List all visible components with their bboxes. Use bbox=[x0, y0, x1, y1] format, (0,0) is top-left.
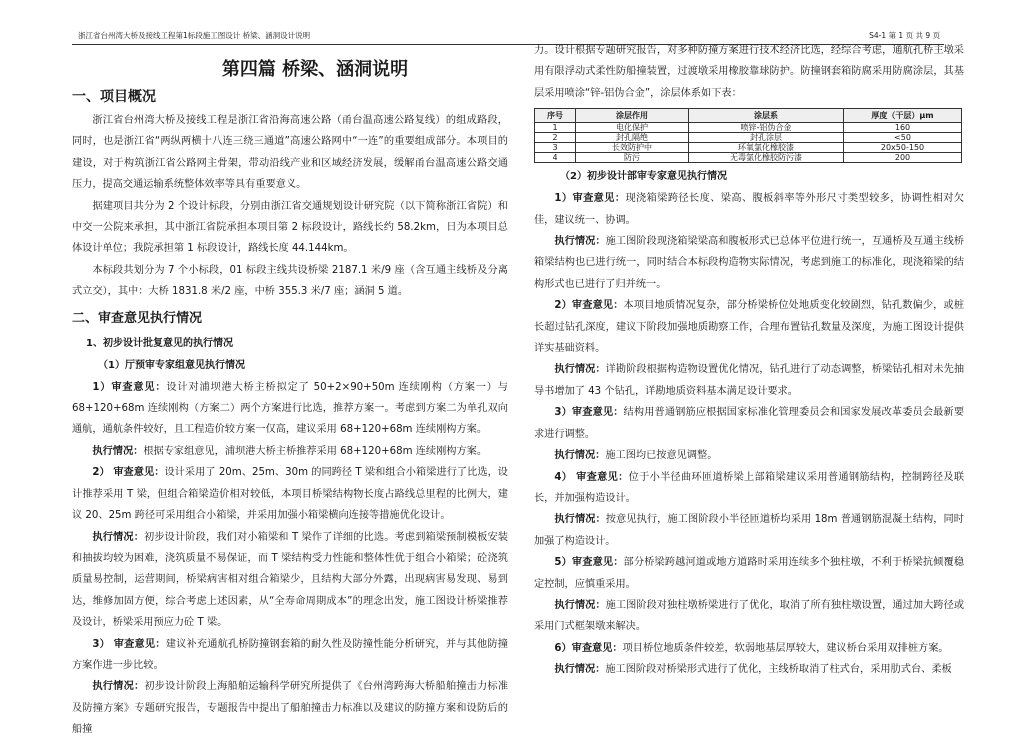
review-text: 位于小半径曲环匝道桥梁上部箱梁建议采用普通钢筋结构，控制跨径及联长，并加强构造设计。 bbox=[534, 471, 965, 504]
review-label: 6）审查意见： bbox=[554, 642, 623, 654]
review-label: 3） 审查意见： bbox=[92, 638, 166, 650]
execution-label: 执行情况： bbox=[554, 236, 606, 248]
review-text: 建议补充通航孔桥防撞钢套箱的耐久性及防撞性能分析研究，并与其他防撞方案作进一步比较。 bbox=[72, 638, 508, 671]
table-row bbox=[535, 153, 962, 163]
table-row bbox=[535, 143, 962, 153]
execution-item bbox=[534, 231, 964, 295]
review-text: 设计采用了 20m、25m、30m 的同跨径 T 梁和组合小箱梁进行了比选，设计推荐采用 T 梁，但组合箱梁造价相对较低，本项目桥梁结构物长度占路线总里程的比例大，建议 20、25m 跨径可采用组合小箱梁，并采用加强小箱梁横向连接等措施优化设计。 bbox=[72, 467, 508, 522]
table-cell: 防污 bbox=[576, 153, 689, 163]
execution-item bbox=[72, 441, 508, 462]
execution-text: 详勘阶段根据构造物设置优化情况，钻孔进行了动态调整，桥梁钻孔相对未先抽导书增加了 43 个钻孔，详勘地质资料基本满足设计要求。 bbox=[534, 364, 965, 397]
review-item bbox=[534, 188, 964, 231]
table-cell: 20x50-150 bbox=[844, 143, 962, 153]
table-cell: 封孔隔绝 bbox=[576, 133, 689, 143]
review-item bbox=[72, 377, 508, 441]
subheading: 1、初步设计批复意见的执行情况 bbox=[86, 337, 233, 349]
paragraph: 据建项目共分为 2 个设计标段，分别由浙江省交通规划设计研究院（以下简称浙江省院）和中交一公院来承担，其中浙江省院承担本项目第 2 标段设计，路线长约 58.2km，日为本项目总体设计单位；我院承担第 1 标段设计，路线长度 44.144km。 bbox=[72, 200, 508, 255]
review-text: 项目桥位地质条件较差，软弱地基层厚较大，建议桥台采用双排桩方案。 bbox=[622, 642, 949, 654]
execution-text: 施工图阶段对桥梁形式进行了优化，主线桥取消了柱式台，采用肋式台、柔板 bbox=[605, 664, 952, 676]
table-cell: 200 bbox=[844, 153, 962, 163]
review-text: 现浇箱梁跨径长度、梁高、腹板斜率等外形尺寸类型较多，协调性相对欠佳，建议统一、协调。 bbox=[534, 193, 965, 226]
review-item bbox=[534, 638, 964, 659]
review-label: 2） 审查意见： bbox=[92, 467, 165, 479]
table-cell: 封孔涂层 bbox=[689, 133, 844, 143]
table-cell: 喷锌-铝伪合金 bbox=[689, 123, 844, 133]
chapter-title: 第四篇 桥梁、涵洞说明 bbox=[221, 59, 409, 80]
header-page-number: S4-1 第 1 页 共 9 页 bbox=[869, 31, 940, 40]
execution-text: 施工图阶段对独柱墩桥梁进行了优化，取消了所有独柱墩设置，通过加大跨径或采用门式框架墩来解决。 bbox=[534, 599, 965, 633]
execution-item bbox=[534, 359, 964, 402]
review-label: 4） 审查意见： bbox=[554, 471, 629, 483]
table-row bbox=[535, 123, 962, 133]
execution-item bbox=[534, 445, 964, 466]
execution-label: 执行情况： bbox=[554, 364, 606, 376]
execution-label: 执行情况： bbox=[554, 450, 606, 462]
execution-item bbox=[72, 527, 508, 634]
table-row bbox=[535, 133, 962, 143]
review-label: 3）审查意见： bbox=[554, 407, 624, 419]
subheading: （1）厅预审专家组意见执行情况 bbox=[98, 359, 245, 371]
review-label: 2）审查意见： bbox=[554, 300, 624, 312]
review-item bbox=[534, 552, 964, 595]
execution-text: 根据专家组意见，浦坝港大桥主桥推荐采用 68+120+68m 连续刚构方案。 bbox=[143, 445, 488, 457]
left-column bbox=[72, 52, 508, 741]
execution-text: 施工图均已按意见调整。 bbox=[605, 450, 718, 462]
table-cell: 环氧氯化橡胶漆 bbox=[689, 143, 844, 153]
execution-item bbox=[534, 659, 964, 680]
table-cell: 电化保护 bbox=[576, 123, 689, 133]
review-item bbox=[72, 634, 508, 677]
table-cell: 2 bbox=[535, 133, 576, 143]
paragraph: 本标段共划分为 7 个小标段，01 标段主线共设桥梁 2187.1 米/9 座（含互通主线桥及分离式立交），其中：大桥 1831.8 米/2 座，中桥 355.3 米/7 座；涵洞 5 道。 bbox=[72, 264, 508, 298]
paragraph: 浙江省台州湾大桥及接线工程是浙江省沿海高速公路（甬台温高速公路复线）的组成路段，同时，也是浙江省“两纵两横十八连三绕三通道”高速公路网中“一连”的重要组成部分。本项目的建设，对于构筑浙江省公路网主骨架，带动沿线产业和区域经济发展，缓解甬台温高速公路交通压力，提高交通运输系统整体效率等具有重要意义。 bbox=[72, 115, 508, 191]
execution-item bbox=[72, 676, 508, 740]
execution-item bbox=[534, 509, 964, 552]
review-label: 1）审查意见： bbox=[92, 381, 167, 393]
table-cell: 3 bbox=[535, 143, 576, 153]
execution-label: 执行情况： bbox=[554, 664, 606, 676]
right-column bbox=[534, 40, 964, 681]
review-text: 本项目地质情况复杂，部分桥梁桥位处地质变化较剧烈，钻孔数偏少，或桩长超过钻孔深度，建议下阶段加强地质勘察工作，合理布置钻孔数量及深度，为施工图设计提供详实基础资料。 bbox=[534, 300, 965, 355]
table-cell: 长效防护中 bbox=[576, 143, 689, 153]
execution-label: 执行情况： bbox=[92, 445, 144, 457]
execution-text: 按意见执行，施工图阶段小半径匝道桥均采用 18m 普通钢筋混凝土结构，同时加强了构造设计。 bbox=[534, 514, 964, 547]
review-text: 设计对浦坝港大桥主桥拟定了 50+2×90+50m 连续刚构（方案一）与 68+120+68m 连续刚构（方案二）两个方案进行比选，推荐方案一。考虑到方案二为单孔双向通航，通航条件较好，且工程造价较方案一仅高，建议采用 68+120+68m 连续刚构方案。 bbox=[72, 381, 508, 436]
review-item bbox=[534, 402, 964, 445]
table-cell: 4 bbox=[535, 153, 576, 163]
table-cell: 1 bbox=[535, 123, 576, 133]
execution-label: 执行情况： bbox=[554, 599, 606, 611]
execution-label: 执行情况： bbox=[92, 531, 145, 543]
review-text: 结构用普通钢筋应根据国家标准化管理委员会和国家发展改革委员会最新要求进行调整。 bbox=[534, 407, 965, 440]
table-cell: 无毒氯化橡胶防污漆 bbox=[689, 153, 844, 163]
execution-label: 执行情况： bbox=[92, 681, 145, 693]
execution-text: 施工图阶段现浇箱梁梁高和腹板形式已总体平位进行统一，互通桥及互通主线桥箱梁结构也已进行统一，同时结合本标段构造物实际情况，考虑到施工的标准化，现浇箱梁的结构形式也已进行了归并统一。 bbox=[534, 236, 965, 290]
review-item bbox=[534, 467, 964, 510]
subheading: （2）初步设计部审专家意见执行情况 bbox=[560, 171, 727, 183]
review-label: 1）审查意见： bbox=[554, 193, 626, 205]
execution-item bbox=[534, 595, 964, 638]
execution-label: 执行情况： bbox=[554, 514, 606, 526]
coating-table bbox=[534, 108, 962, 163]
table-header-cell: 厚度（干层）μm bbox=[844, 109, 962, 123]
review-item bbox=[534, 295, 964, 359]
table-cell: 160 bbox=[844, 123, 962, 133]
table-header-row bbox=[535, 109, 962, 123]
header-project-title: 浙江省台州湾大桥及接线工程第1标段施工图设计 桥梁、涵洞设计说明 bbox=[78, 31, 311, 40]
section-heading-review: 二、审查意见执行情况 bbox=[72, 310, 203, 326]
paragraph-continued: 力。设计根据专题研究报告，对多种防撞方案进行技术经济比选，经综合考虑，通航孔桥主墩采用有限浮动式柔性防船撞装置，过渡墩采用橡胶靠球防护。防撞钢套箱防腐采用防腐涂层，其基层采用喷涂“锌-铝伪合金”，涂层体系如下表： bbox=[534, 45, 964, 99]
section-heading-overview: 一、项目概况 bbox=[72, 89, 156, 105]
table-cell: <50 bbox=[844, 133, 962, 143]
execution-text: 初步设计阶段，我们对小箱梁和 T 梁作了详细的比选。考虑到箱梁预制模板安装和抽拔均较为困难，浇筑质量不易保证，而 T 梁结构受力性能和整体性优于组合小箱梁；砼浇筑质量易控制，运营期间，桥梁病害相对组合箱梁少，且结构大部分外露，出现病害易发现、易到达，维修加固方便，综合考虑上述因素，从“全寿命周期成本”的理念出发，施工图设计桥梁推荐及设计，桥梁采用预应力砼 T 梁。 bbox=[72, 531, 508, 629]
table-header-cell: 涂层系 bbox=[689, 109, 844, 123]
execution-text: 初步设计阶段上海船舶运输科学研究所提供了《台州湾跨海大桥船舶撞击力标准及防撞方案》专题研究报告，专题报告中提出了船舶撞击力标准以及建议的防撞方案和设防后的船撞 bbox=[72, 681, 509, 736]
table-header-cell: 序号 bbox=[535, 109, 576, 123]
table-header-cell: 涂层作用 bbox=[576, 109, 689, 123]
review-text: 部分桥梁跨越河道或地方道路时采用连续多个独柱墩，不利于桥梁抗倾覆稳定控制，应慎重采用。 bbox=[534, 557, 965, 590]
review-item bbox=[72, 462, 508, 526]
review-label: 5）审查意见： bbox=[554, 557, 624, 569]
